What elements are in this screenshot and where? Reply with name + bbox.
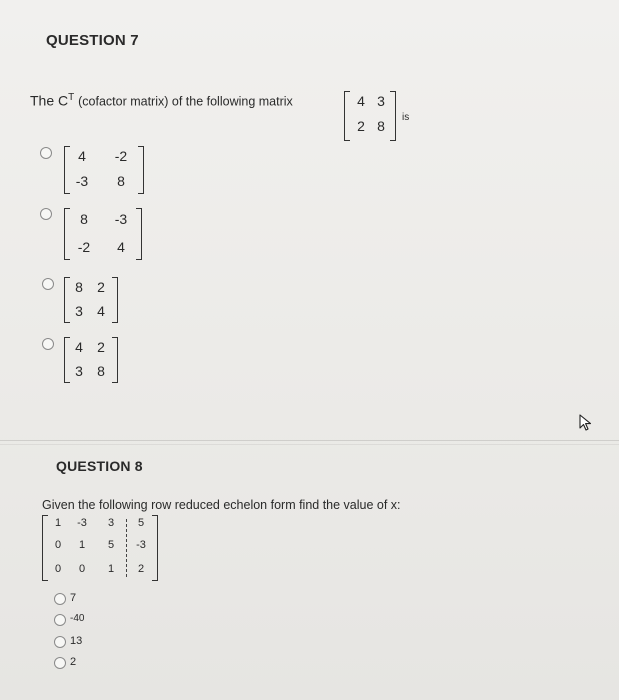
- matrix-cell: 1: [78, 539, 86, 551]
- option-a-radio[interactable]: [40, 147, 52, 159]
- matrix-cell: -2: [77, 239, 91, 255]
- option-a-radio[interactable]: [54, 593, 66, 605]
- matrix-cell: 1: [54, 517, 62, 529]
- matrix-cell: 4: [97, 303, 105, 319]
- matrix-cell: -2: [114, 148, 128, 164]
- matrix-cell: 4: [117, 239, 125, 255]
- question-8-prompt: Given the following row reduced echelon form find the value of x:: [42, 498, 401, 512]
- matrix-cell: 4: [75, 339, 83, 355]
- augmented-divider: [126, 519, 127, 577]
- matrix-cell: 4: [78, 148, 86, 164]
- option-c-label[interactable]: 13: [70, 635, 83, 647]
- question-8-matrix: [42, 515, 158, 581]
- prompt-superscript: T: [68, 92, 75, 103]
- matrix-cell: 3: [75, 303, 83, 319]
- option-a-matrix[interactable]: [64, 146, 144, 194]
- option-b-radio[interactable]: [54, 614, 66, 626]
- question-7-title: QUESTION 7: [46, 32, 139, 49]
- matrix-cell: 8: [97, 363, 105, 379]
- matrix-cell: -3: [114, 211, 128, 227]
- option-d-label[interactable]: 2: [70, 656, 77, 668]
- matrix-cell: -3: [77, 517, 87, 529]
- matrix-cell: -3: [75, 173, 89, 189]
- matrix-cell: 0: [78, 563, 86, 575]
- prompt-text: (cofactor matrix) of the following matrix: [78, 94, 293, 109]
- matrix-cell: 1: [107, 563, 115, 575]
- matrix-cell: 5: [137, 517, 145, 529]
- matrix-cell: 2: [357, 118, 365, 134]
- option-b-radio[interactable]: [40, 208, 52, 220]
- matrix-cell: 3: [75, 363, 83, 379]
- question-8-title: QUESTION 8: [56, 458, 143, 474]
- matrix-cell: 2: [97, 339, 105, 355]
- question-7-matrix: [344, 91, 396, 141]
- matrix-cell: 0: [54, 539, 62, 551]
- matrix-cell: 8: [80, 211, 88, 227]
- option-d-radio[interactable]: [54, 657, 66, 669]
- prompt-suffix: is: [402, 112, 410, 123]
- option-c-matrix[interactable]: [64, 277, 118, 323]
- matrix-cell: 3: [107, 517, 115, 529]
- matrix-cell: 8: [75, 279, 83, 295]
- mouse-cursor-icon: [578, 414, 594, 432]
- matrix-cell: -3: [136, 539, 146, 551]
- option-d-matrix[interactable]: [64, 337, 118, 383]
- prompt-c: The C: [30, 92, 69, 109]
- matrix-cell: 5: [107, 539, 115, 551]
- question-separator: [0, 440, 619, 441]
- matrix-cell: 4: [357, 93, 365, 109]
- matrix-cell: 2: [137, 563, 145, 575]
- option-b-matrix[interactable]: [64, 208, 142, 260]
- question-separator: [0, 444, 619, 445]
- matrix-cell: 3: [377, 93, 385, 109]
- matrix-cell: 2: [97, 279, 105, 295]
- question-7-prompt: [30, 92, 293, 109]
- option-a-label[interactable]: 7: [70, 592, 77, 604]
- matrix-cell: 8: [117, 173, 125, 189]
- option-d-radio[interactable]: [42, 338, 54, 350]
- option-c-radio[interactable]: [42, 278, 54, 290]
- option-b-label[interactable]: -40: [70, 613, 85, 624]
- matrix-cell: 0: [54, 563, 62, 575]
- option-c-radio[interactable]: [54, 636, 66, 648]
- matrix-cell: 8: [377, 118, 385, 134]
